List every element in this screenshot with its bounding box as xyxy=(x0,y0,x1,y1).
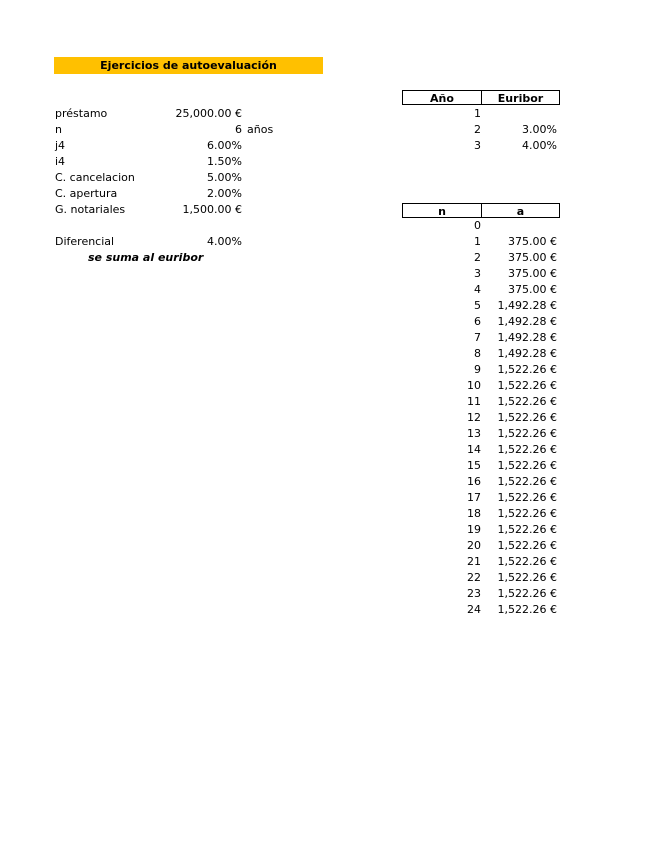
payment-amount-cell[interactable]: 1,522.26 € xyxy=(497,411,557,424)
payment-period-cell[interactable]: 20 xyxy=(467,539,481,552)
payment-amount-cell[interactable]: 1,522.26 € xyxy=(497,395,557,408)
payment-period-cell[interactable]: 6 xyxy=(474,315,481,328)
payment-amount-cell[interactable]: 375.00 € xyxy=(508,267,557,280)
payment-amount-cell[interactable]: 1,522.26 € xyxy=(497,603,557,616)
sheet-title: Ejercicios de autoevaluación xyxy=(54,57,323,74)
payment-amount-cell[interactable]: 1,522.26 € xyxy=(497,507,557,520)
payment-amount-cell[interactable]: 375.00 € xyxy=(508,235,557,248)
payment-amount-cell[interactable]: 1,522.26 € xyxy=(497,571,557,584)
payment-period-cell[interactable]: 24 xyxy=(467,603,481,616)
payment-period-cell[interactable]: 8 xyxy=(474,347,481,360)
euribor-rate-cell[interactable]: 3.00% xyxy=(522,123,557,136)
j4-value[interactable]: 6.00% xyxy=(207,139,242,152)
loan-value[interactable]: 25,000.00 € xyxy=(175,107,242,120)
cancel-fee-value[interactable]: 5.00% xyxy=(207,171,242,184)
payment-amount-cell[interactable]: 1,522.26 € xyxy=(497,379,557,392)
payment-amount-cell[interactable]: 1,492.28 € xyxy=(497,331,557,344)
i4-label: i4 xyxy=(55,155,66,168)
payment-period-cell[interactable]: 9 xyxy=(474,363,481,376)
payment-amount-cell[interactable]: 375.00 € xyxy=(508,251,557,264)
payment-period-cell[interactable]: 5 xyxy=(474,299,481,312)
term-unit: años xyxy=(247,123,274,136)
payment-period-cell[interactable]: 21 xyxy=(467,555,481,568)
opening-fee-value[interactable]: 2.00% xyxy=(207,187,242,200)
euribor-rate-cell[interactable]: 4.00% xyxy=(522,139,557,152)
payment-period-cell[interactable]: 3 xyxy=(474,267,481,280)
payment-period-cell[interactable]: 13 xyxy=(467,427,481,440)
payment-period-cell[interactable]: 14 xyxy=(467,443,481,456)
payment-amount-cell[interactable]: 1,492.28 € xyxy=(497,347,557,360)
notary-fees-value[interactable]: 1,500.00 € xyxy=(182,203,242,216)
spread-note: se suma al euribor xyxy=(88,251,204,264)
notary-fees-label: G. notariales xyxy=(55,203,126,216)
euribor-header-year[interactable]: Año xyxy=(402,90,482,105)
payment-amount-cell[interactable]: 1,522.26 € xyxy=(497,427,557,440)
euribor-year-cell[interactable]: 2 xyxy=(474,123,481,136)
payment-amount-cell[interactable]: 1,522.26 € xyxy=(497,363,557,376)
term-label: n xyxy=(55,123,62,136)
payment-period-cell[interactable]: 1 xyxy=(474,235,481,248)
payment-period-cell[interactable]: 16 xyxy=(467,475,481,488)
payment-amount-cell[interactable]: 1,522.26 € xyxy=(497,587,557,600)
payment-amount-cell[interactable]: 1,522.26 € xyxy=(497,459,557,472)
loan-label: préstamo xyxy=(55,107,108,120)
term-value[interactable]: 6 xyxy=(235,123,242,136)
payment-period-cell[interactable]: 19 xyxy=(467,523,481,536)
payment-period-cell[interactable]: 0 xyxy=(474,219,481,232)
payment-period-cell[interactable]: 17 xyxy=(467,491,481,504)
payment-period-cell[interactable]: 18 xyxy=(467,507,481,520)
euribor-header-rate[interactable]: Euribor xyxy=(481,90,560,105)
i4-value[interactable]: 1.50% xyxy=(207,155,242,168)
opening-fee-label: C. apertura xyxy=(55,187,118,200)
payments-header-a[interactable]: a xyxy=(481,203,560,218)
payment-period-cell[interactable]: 10 xyxy=(467,379,481,392)
payment-period-cell[interactable]: 4 xyxy=(474,283,481,296)
payment-period-cell[interactable]: 15 xyxy=(467,459,481,472)
spread-label: Diferencial xyxy=(55,235,115,248)
payment-period-cell[interactable]: 7 xyxy=(474,331,481,344)
payment-amount-cell[interactable]: 1,522.26 € xyxy=(497,539,557,552)
spread-value[interactable]: 4.00% xyxy=(207,235,242,248)
payment-period-cell[interactable]: 2 xyxy=(474,251,481,264)
payment-period-cell[interactable]: 22 xyxy=(467,571,481,584)
payment-amount-cell[interactable]: 1,492.28 € xyxy=(497,315,557,328)
euribor-rate-cell[interactable] xyxy=(481,106,557,122)
j4-label: j4 xyxy=(55,139,66,152)
payment-amount-cell[interactable]: 1,522.26 € xyxy=(497,475,557,488)
payment-period-cell[interactable]: 23 xyxy=(467,587,481,600)
payment-amount-cell[interactable]: 1,522.26 € xyxy=(497,523,557,536)
payment-amount-cell[interactable]: 375.00 € xyxy=(508,283,557,296)
payment-amount-cell[interactable]: 1,492.28 € xyxy=(497,299,557,312)
euribor-year-cell[interactable]: 3 xyxy=(474,139,481,152)
cancel-fee-label: C. cancelacion xyxy=(55,171,135,184)
payment-period-cell[interactable]: 11 xyxy=(467,395,481,408)
payments-header-n[interactable]: n xyxy=(402,203,482,218)
euribor-year-cell[interactable]: 1 xyxy=(474,107,481,120)
payment-amount-cell[interactable]: 1,522.26 € xyxy=(497,491,557,504)
payment-amount-cell[interactable]: 1,522.26 € xyxy=(497,443,557,456)
payment-amount-cell[interactable]: 1,522.26 € xyxy=(497,555,557,568)
payment-amount-cell[interactable] xyxy=(481,218,557,234)
payment-period-cell[interactable]: 12 xyxy=(467,411,481,424)
